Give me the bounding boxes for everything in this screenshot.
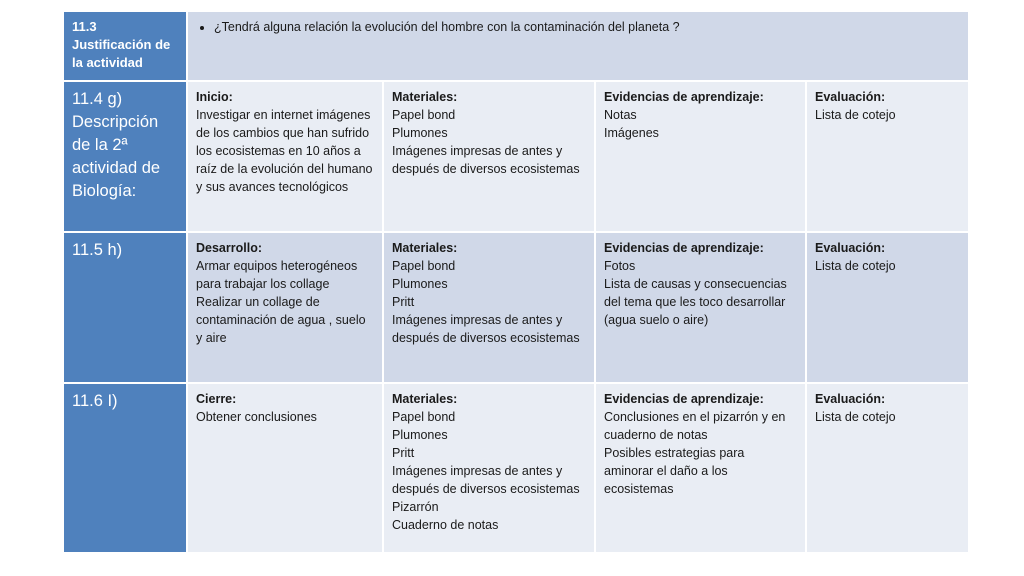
table-row-justification: [63, 11, 969, 81]
materials-title: Materiales:: [392, 241, 458, 255]
activity-line: Realizar un collage de contaminación de agua , suelo y aire: [196, 295, 366, 345]
evaluation-line: Lista de cotejo: [815, 259, 896, 273]
justification-question: • ¿Tendrá alguna relación la evolución del hombre con la contaminación del planeta ?: [214, 18, 960, 36]
evidence-title: Evidencias de aprendizaje:: [604, 90, 764, 104]
evaluation-line: Lista de cotejo: [815, 108, 896, 122]
row-header-text: 11.3 Justificación de la actividad: [72, 19, 171, 70]
activity-cell: [187, 383, 383, 553]
justification-list: [196, 18, 960, 36]
materials-line: Papel bond: [392, 259, 456, 273]
evidence-cell: [595, 81, 806, 232]
activity-line: Investigar en internet imágenes de los cambios que han sufrido los ecosistemas en 10 años a raíz de la evolución del humano y sus avances tecnológicos: [196, 108, 373, 194]
table-row: [63, 383, 969, 553]
row-header-cell: [63, 11, 187, 81]
materials-line: Imágenes impresas de antes y después de diversos ecosistemas: [392, 464, 580, 496]
materials-title: Materiales:: [392, 392, 458, 406]
activity-cell: [187, 81, 383, 232]
materials-line: Cuaderno de notas: [392, 518, 499, 532]
evidence-line: Fotos: [604, 259, 636, 273]
row-header-text: 11.6 I): [72, 392, 118, 410]
materials-line: Plumones: [392, 428, 448, 442]
evidence-line: Lista de causas y consecuencias del tema que les toco desarrollar (agua suelo o aire): [604, 277, 787, 327]
row-header-text: 11.4 g) Descripción de la 2ª actividad de Biología:: [72, 90, 161, 200]
evidence-line: Notas: [604, 108, 637, 122]
activity-table: [62, 10, 970, 554]
row-header-cell: [63, 383, 187, 553]
evaluation-cell: [806, 383, 969, 553]
evidence-line: Imágenes: [604, 126, 659, 140]
evidence-title: Evidencias de aprendizaje:: [604, 241, 764, 255]
materials-line: Pritt: [392, 446, 415, 460]
materials-line: Plumones: [392, 277, 448, 291]
evidence-cell: [595, 383, 806, 553]
evaluation-title: Evaluación:: [815, 392, 886, 406]
activity-cell: [187, 232, 383, 383]
materials-line: Imágenes impresas de antes y después de diversos ecosistemas: [392, 144, 580, 176]
evaluation-cell: [806, 232, 969, 383]
justification-cell: [187, 11, 969, 81]
evidence-line: Conclusiones en el pizarrón y en cuaderno de notas: [604, 410, 786, 442]
materials-cell: [383, 383, 595, 553]
row-header-text: 11.5 h): [72, 241, 123, 259]
materials-title: Materiales:: [392, 90, 458, 104]
evaluation-line: Lista de cotejo: [815, 410, 896, 424]
materials-line: Pritt: [392, 295, 415, 309]
evaluation-title: Evaluación:: [815, 241, 886, 255]
materials-line: Papel bond: [392, 410, 456, 424]
table-row: [63, 232, 969, 383]
evidence-cell: [595, 232, 806, 383]
materials-cell: [383, 232, 595, 383]
evaluation-title: Evaluación:: [815, 90, 886, 104]
materials-line: Imágenes impresas de antes y después de diversos ecosistemas: [392, 313, 580, 345]
activity-title: Cierre:: [196, 392, 237, 406]
evidence-line: Posibles estrategias para aminorar el daño a los ecosistemas: [604, 446, 745, 496]
materials-line: Plumones: [392, 126, 448, 140]
activity-title: Desarrollo:: [196, 241, 262, 255]
activity-line: Obtener conclusiones: [196, 410, 317, 424]
row-header-cell: [63, 232, 187, 383]
materials-cell: [383, 81, 595, 232]
activity-line: Armar equipos heterogéneos para trabajar los collage: [196, 259, 358, 291]
row-header-cell: [63, 81, 187, 232]
table-row: [63, 81, 969, 232]
activity-title: Inicio:: [196, 90, 233, 104]
evaluation-cell: [806, 81, 969, 232]
materials-line: Pizarrón: [392, 500, 439, 514]
materials-line: Papel bond: [392, 108, 456, 122]
evidence-title: Evidencias de aprendizaje:: [604, 392, 764, 406]
